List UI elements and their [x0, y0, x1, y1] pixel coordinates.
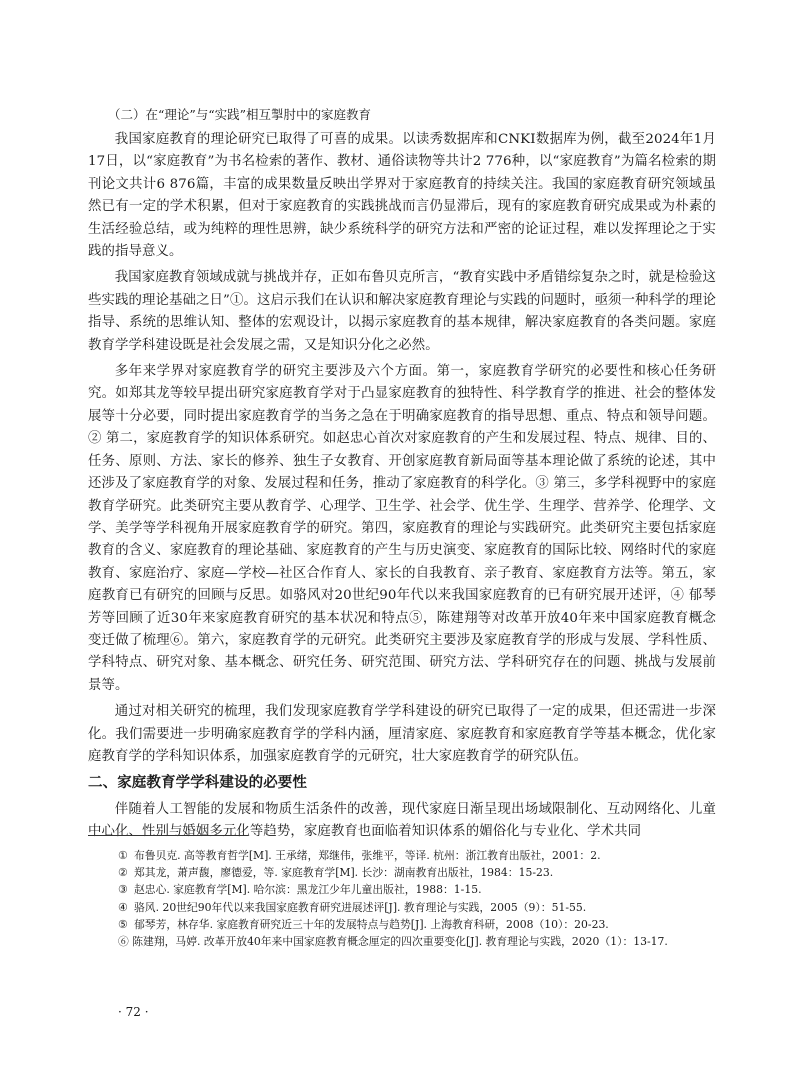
footnotes: [118, 847, 716, 950]
body-text: [88, 129, 716, 848]
footnote-3: [118, 881, 716, 898]
subsection-heading: （二）在“理论”与“实践”相互掣肘中的家庭教育: [108, 107, 372, 122]
footnote-2: [118, 864, 716, 881]
paragraph-3: 多年来学界对家庭教育学的研究主要涉及六个方面。第一，家庭教育学研究的必要性和核心任务研究。如郑其龙等较早提出研究家庭教育学对于凸显家庭教育的独特性、科学教育学的推进、社会的整体发展等十分必要，同时提出家庭教育学的当务之急在于明确家庭教育的指导思想、重点、特点和领导问题。② 第二，家庭教育学的知识体系研究。如赵忠心首次对家庭教育的产生和发展过程、特点、规律、目的、任务、原则、方法、家长的修养、独生子女教育、开创家庭教育新局面等基本理论做了系统的论述，其中还涉及了家庭教育学的对象、发展过程和任务，推动了家庭教育的科学化。③ 第三，多学科视野中的家庭教育学研究。此类研究主要从教育学、心理学、卫生学、社会学、优生学、生理学、营养学、伦理学、文学、美学等学科视角开展家庭教育学的研究。第四，家庭教育的理论与实践研究。此类研究主要包括家庭教育的含义、家庭教育的理论基础、家庭教育的产生与历史演变、家庭教育的国际比较、网络时代的家庭教育、家庭治疗、家庭—学校—社区合作育人、家长的自我教育、亲子教育、家庭教育方法等。第五，家庭教育已有研究的回顾与反思。如骆风对20世纪90年代以来我国家庭教育的已有研究展开述评，④ 郁琴芳等回顾了近30年来家庭教育研究的基本状况和特点⑤，陈建翔等对改革开放40年来中国家庭教育概念变迁做了梳理⑥。第六，家庭教育学的元研究。此类研究主要涉及家庭教育学的形成与发展、学科性质、学科特点、研究对象、基本概念、研究任务、研究范围、研究方法、学科研究存在的问题、挑战与发展前景等。: [88, 364, 716, 693]
footnote-5: [118, 916, 716, 933]
footnote-4: [118, 899, 716, 916]
footnote-text: 陈建翔，马婷. 改革开放40年来中国家庭教育概念厘定的四次重要变化[J]. 教育理论与实践，2020（1）：13-17.: [132, 935, 668, 949]
paragraph-4: 通过对相关研究的梳理，我们发现家庭教育学学科建设的研究已取得了一定的成果，但还需进一步深化。我们需要进一步明确家庭教育学的学科内涵，厘清家庭、家庭教育和家庭教育学等基本概念，优化家庭教育学的学科知识体系，加强家庭教育学的元研究，壮大家庭教育学的研究队伍。: [88, 704, 716, 764]
footnote-mark: ①: [118, 849, 128, 862]
page-number: · 72 ·: [118, 1005, 149, 1019]
footnote-mark: ⑤: [118, 917, 128, 931]
footnote-6: [88, 933, 716, 950]
footnote-divider: [88, 835, 248, 836]
footnote-text: 郁琴芳，林存华. 家庭教育研究近三十年的发展特点与趋势[J]. 上海教育科研，2008（10）：20-23.: [134, 917, 609, 931]
footnote-text: 郑其龙，萧声馥，廖德爱，等. 家庭教育学[M]. 长沙：湖南教育出版社，1984：15-23.: [134, 866, 554, 880]
paragraph-5: 伴随着人工智能的发展和物质生活条件的改善，现代家庭日渐呈现出场域限制化、互动网络化、儿童中心化、性别与婚姻多元化等趋势，家庭教育也面临着知识体系的媚俗化与专业化、学术共同: [88, 801, 716, 840]
footnote-mark: ③: [118, 883, 128, 897]
footnote-text: 骆风. 20世纪90年代以来我国家庭教育研究进展述评[J]. 教育理论与实践，2005（9）：51-55.: [134, 900, 587, 914]
section-heading: 二、家庭教育学学科建设的必要性: [88, 775, 307, 792]
footnote-mark: ②: [118, 866, 128, 880]
paragraph-1: 我国家庭教育的理论研究已取得了可喜的成果。以读秀数据库和CNKI数据库为例，截至2024年1月17日，以“家庭教育”为书名检索的著作、教材、通俗读物等共计2 776种，以“家庭教育”为篇名检索的期刊论文共计6 876篇，丰富的成果数量反映出学界对于家庭教育的持续关注。我国的家庭教育研究领域虽然已有一定的学术积累，但对于家庭教育的实践挑战而言仍显滞后，现有的家庭教育研究成果或为朴素的生活经验总结，或为纯粹的理性思辨，缺少系统科学的研究方法和严密的论证过程，难以发挥理论之于实践的指导意义。: [88, 132, 716, 260]
footnote-mark: ⑥: [118, 935, 129, 949]
footnote-text: 赵忠心. 家庭教育学[M]. 哈尔滨：黑龙江少年儿童出版社，1988：1-15.: [134, 883, 482, 897]
footnote-text: 布鲁贝克. 高等教育哲学[M]. 王承绪，郑继伟，张维平，等译. 杭州：浙江教育出版社，2001：2.: [134, 849, 601, 862]
footnote-mark: ④: [118, 900, 128, 914]
paragraph-2: 我国家庭教育领域成就与挑战并存，正如布鲁贝克所言，“教育实践中矛盾错综复杂之时，就是检验这些实践的理论基础之日”①。这启示我们在认识和解决家庭教育理论与实践的问题时，亟须一种科学的理论指导、系统的思维认知、整体的宏观设计，以揭示家庭教育的基本规律，解决家庭教育的各类问题。家庭教育学学科建设既是社会发展之需，又是知识分化之必然。: [88, 270, 716, 353]
footnote-1: [118, 847, 716, 864]
